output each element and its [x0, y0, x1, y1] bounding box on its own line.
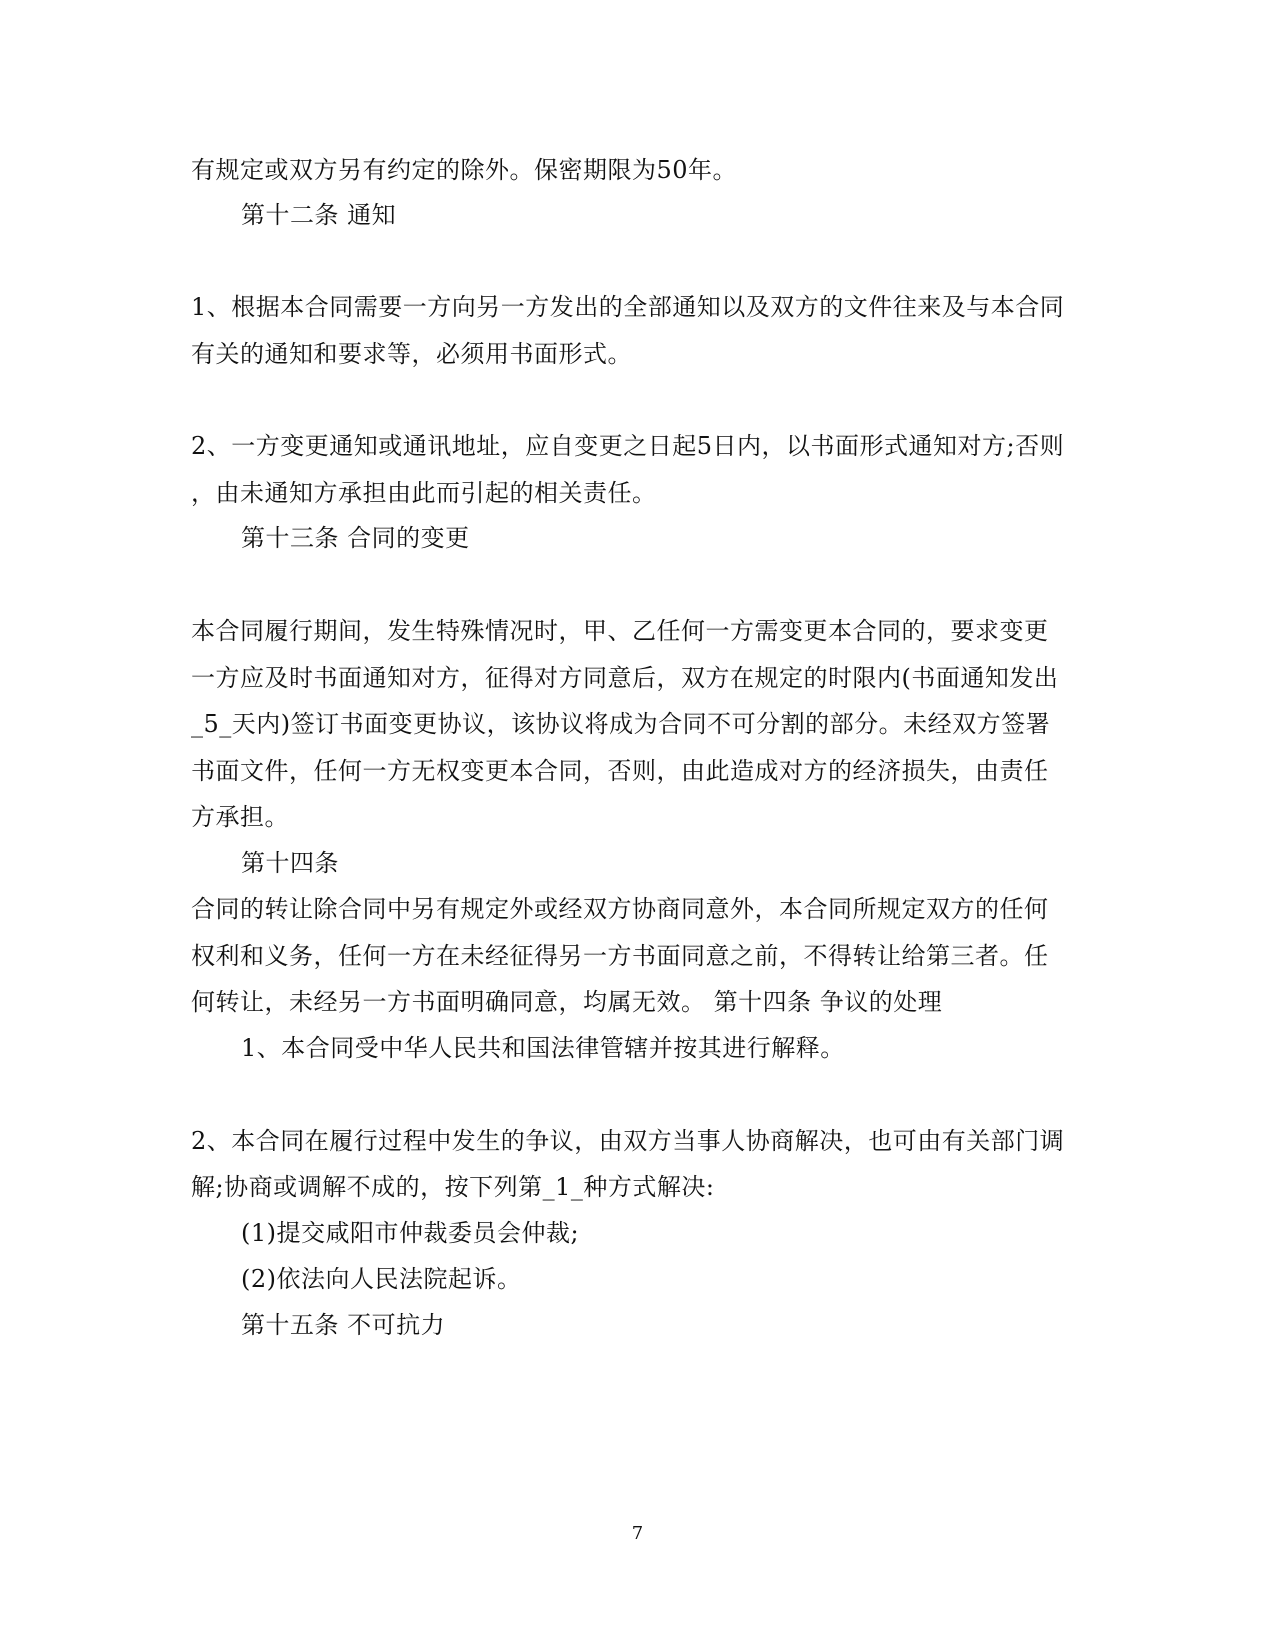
- text-line: ，由未通知方承担由此而引起的相关责任。: [191, 479, 657, 507]
- page-number: 7: [631, 1523, 644, 1544]
- text-line: (2)依法向人民法院起诉。: [241, 1265, 522, 1293]
- text-line: _5_天内)签订书面变更协议，该协议将成为合同不可分割的部分。未经双方签署: [191, 710, 1051, 738]
- text-line: 方承担。: [191, 803, 289, 831]
- text-line: 有规定或双方另有约定的除外。保密期限为50年。: [191, 156, 738, 184]
- text-line: 书面文件，任何一方无权变更本合同，否则，由此造成对方的经济损失，由责任: [191, 757, 1049, 785]
- section-heading: 第十二条 通知: [241, 201, 397, 229]
- section-heading: 第十五条 不可抗力: [241, 1311, 446, 1339]
- text-line: 本合同履行期间，发生特殊情况时，甲、乙任何一方需变更本合同的，要求变更: [191, 617, 1049, 645]
- text-line: 一方应及时书面通知对方，征得对方同意后，双方在规定的时限内(书面通知发出: [191, 664, 1059, 692]
- section-heading: 第十三条 合同的变更: [241, 524, 470, 552]
- text-line: 2、本合同在履行过程中发生的争议，由双方当事人协商解决，也可由有关部门调: [191, 1127, 1065, 1155]
- text-line: 1、本合同受中华人民共和国法律管辖并按其进行解释。: [241, 1034, 845, 1062]
- text-line: 合同的转让除合同中另有规定外或经双方协商同意外，本合同所规定双方的任何: [191, 895, 1049, 923]
- text-line: 权利和义务，任何一方在未经征得另一方书面同意之前，不得转让给第三者。任: [191, 942, 1049, 970]
- text-line: (1)提交咸阳市仲裁委员会仲裁;: [241, 1219, 580, 1247]
- text-line: 1、根据本合同需要一方向另一方发出的全部通知以及双方的文件往来及与本合同: [191, 293, 1065, 321]
- section-heading: 第十四条: [241, 849, 339, 877]
- text-line: 2、一方变更通知或通讯地址，应自变更之日起5日内，以书面形式通知对方;否则: [191, 432, 1065, 460]
- text-line: 何转让，未经另一方书面明确同意，均属无效。 第十四条 争议的处理: [191, 988, 943, 1016]
- text-line: 有关的通知和要求等，必须用书面形式。: [191, 340, 632, 368]
- text-line: 解;协商或调解不成的，按下列第_1_种方式解决:: [191, 1173, 715, 1201]
